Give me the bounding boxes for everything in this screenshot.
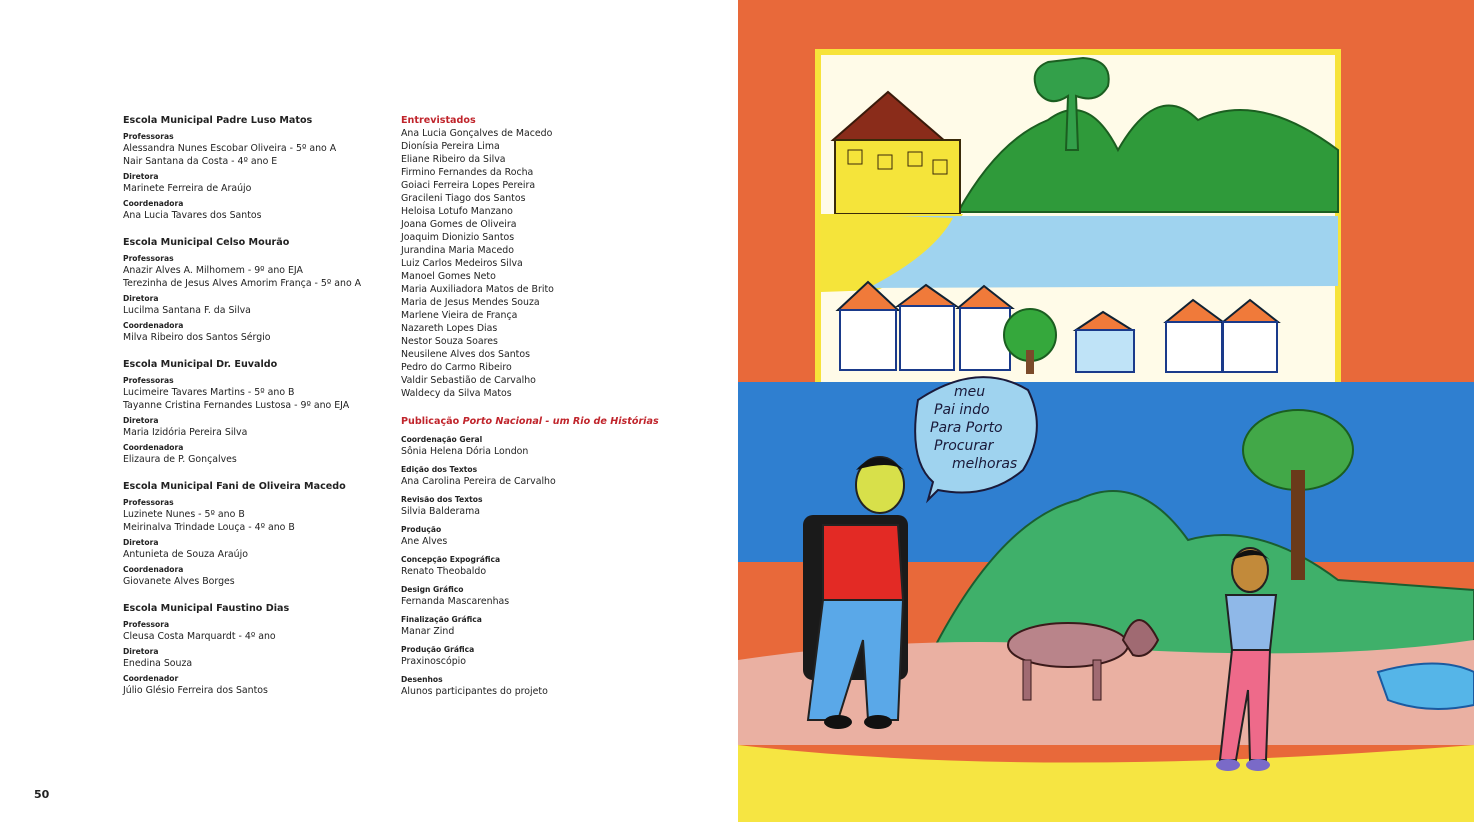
role-label: Professoras — [123, 498, 174, 507]
credit-entry — [401, 584, 701, 608]
credit-entry — [401, 554, 701, 578]
role-label: Diretora — [123, 294, 159, 303]
interviewee-name: Neusilene Alves dos Santos — [401, 349, 530, 360]
interviewee-name: Eliane Ribeiro da Silva — [401, 154, 506, 165]
person-name: Enedina Souza — [123, 658, 193, 669]
interviewee-name: Maria Auxiliadora Matos de Brito — [401, 284, 554, 295]
credit-entry — [401, 494, 701, 518]
credit-entry — [401, 614, 701, 638]
credit-name: Sônia Helena Dória London — [401, 446, 529, 457]
interviewees-heading: Entrevistados — [401, 115, 476, 126]
role-label: Diretora — [123, 538, 159, 547]
person-name: Luzinete Nunes - 5º ano B — [123, 509, 245, 520]
speech-line: Pai indo — [934, 402, 990, 418]
role-label: Diretora — [123, 172, 159, 181]
yellow-house — [835, 140, 960, 214]
person-name: Lucilma Santana F. da Silva — [123, 305, 251, 316]
interviewee-name: Nazareth Lopes Dias — [401, 323, 498, 334]
interviewee-name: Nestor Souza Soares — [401, 336, 498, 347]
person-name: Milva Ribeiro dos Santos Sérgio — [123, 332, 271, 343]
pond — [1378, 664, 1474, 710]
interviewee-name: Goiaci Ferreira Lopes Pereira — [401, 180, 536, 191]
school-name: Escola Municipal Faustino Dias — [123, 603, 290, 614]
credit-name: Alunos participantes do projeto — [401, 686, 548, 697]
person-name: Cleusa Costa Marquardt - 4º ano — [123, 631, 276, 642]
credit-name: Praxinoscópio — [401, 656, 466, 667]
school-section — [123, 236, 388, 344]
speech-line: Para Porto — [930, 420, 1003, 436]
interviewee-name: Gracileni Tiago dos Santos — [401, 193, 526, 204]
page-number: 50 — [34, 788, 50, 801]
credit-name: Silvia Balderama — [401, 506, 481, 517]
person-name: Lucimeire Tavares Martins - 5º ano B — [123, 387, 295, 398]
role-label: Professora — [123, 620, 170, 629]
interviewee-name: Joana Gomes de Oliveira — [401, 219, 517, 230]
credit-role: Coordenação Geral — [401, 435, 483, 444]
person-name: Tayanne Cristina Fernandes Lustosa - 9º ano EJA — [123, 400, 350, 411]
person-name: Júlio Glésio Ferreira dos Santos — [123, 685, 268, 696]
interviewee-name: Dionísia Pereira Lima — [401, 141, 500, 152]
role-label: Coordenadora — [123, 321, 184, 330]
school-section — [123, 480, 388, 588]
interviewee-name: Joaquim Dionizio Santos — [401, 232, 515, 243]
person-name: Marinete Ferreira de Araújo — [123, 183, 252, 194]
role-label: Professoras — [123, 132, 174, 141]
person-name: Meirinalva Trindade Louça - 4º ano B — [123, 522, 295, 533]
person-name: Nair Santana da Costa - 4º ano E — [123, 156, 278, 167]
role-label: Coordenadora — [123, 565, 184, 574]
speech-line: meu — [954, 384, 986, 400]
credit-entry — [401, 464, 701, 488]
school-section — [123, 358, 388, 466]
tree-trunk — [1291, 470, 1305, 580]
school-name: Escola Municipal Fani de Oliveira Macedo — [123, 481, 346, 492]
interviewees-list — [401, 127, 701, 400]
interviewee-name: Ana Lucia Gonçalves de Macedo — [401, 128, 553, 139]
role-label: Professoras — [123, 254, 174, 263]
credit-entry — [401, 434, 701, 458]
person-name: Antunieta de Souza Araújo — [123, 549, 248, 560]
interviewee-name: Manoel Gomes Neto — [401, 271, 496, 282]
credit-role: Concepção Expográfica — [401, 555, 501, 564]
credit-entry — [401, 524, 701, 548]
credit-role: Revisão dos Textos — [401, 495, 483, 504]
credit-role: Finalização Gráfica — [401, 615, 482, 624]
role-label: Coordenadora — [123, 199, 184, 208]
credits-column — [401, 114, 701, 698]
schools-column — [123, 114, 388, 711]
school-section — [123, 602, 388, 697]
credit-name: Renato Theobaldo — [401, 566, 487, 577]
credit-role: Desenhos — [401, 675, 443, 684]
credit-name: Ana Carolina Pereira de Carvalho — [401, 476, 556, 487]
credit-entry — [401, 674, 701, 698]
credit-role: Design Gráfico — [401, 585, 464, 594]
speech-line: melhoras — [952, 456, 1018, 472]
drawing-svg — [738, 0, 1474, 822]
publication-heading-prefix: Publicação — [401, 416, 463, 427]
publication-title: Porto Nacional - um Rio de Histórias — [462, 416, 659, 427]
credit-role: Edição dos Textos — [401, 465, 478, 474]
person-name: Terezinha de Jesus Alves Amorim França - 5º ano A — [123, 278, 362, 289]
interviewee-name: Waldecy da Silva Matos — [401, 388, 512, 399]
credit-name: Fernanda Mascarenhas — [401, 596, 510, 607]
interviewee-name: Valdir Sebastião de Carvalho — [401, 375, 536, 386]
person-name: Ana Lucia Tavares dos Santos — [123, 210, 262, 221]
person-name: Anazir Alves A. Milhomem - 9º ano EJA — [123, 265, 303, 276]
speech-line: Procurar — [934, 438, 994, 454]
role-label: Professoras — [123, 376, 174, 385]
interviewee-name: Pedro do Carmo Ribeiro — [401, 362, 512, 373]
role-label: Coordenadora — [123, 443, 184, 452]
interviewee-name: Marlene Vieira de França — [401, 310, 518, 321]
interviewee-name: Firmino Fernandes da Rocha — [401, 167, 534, 178]
credit-role: Produção — [401, 525, 442, 534]
school-section — [123, 114, 388, 222]
interviewee-name: Jurandina Maria Macedo — [401, 245, 514, 256]
credit-entry — [401, 644, 701, 668]
interviewee-name: Maria de Jesus Mendes Souza — [401, 297, 540, 308]
publication-heading — [401, 415, 701, 428]
credit-name: Ane Alves — [401, 536, 448, 547]
person-name: Giovanete Alves Borges — [123, 576, 235, 587]
interviewee-name: Luiz Carlos Medeiros Silva — [401, 258, 523, 269]
role-label: Coordenador — [123, 674, 179, 683]
credit-name: Manar Zind — [401, 626, 455, 637]
credit-role: Produção Gráfica — [401, 645, 475, 654]
interviewee-name: Heloisa Lotufo Manzano — [401, 206, 513, 217]
school-name: Escola Municipal Dr. Euvaldo — [123, 359, 278, 370]
person-name: Elizaura de P. Gonçalves — [123, 454, 237, 465]
role-label: Diretora — [123, 416, 159, 425]
school-name: Escola Municipal Padre Luso Matos — [123, 115, 313, 126]
school-name: Escola Municipal Celso Mourão — [123, 237, 290, 248]
person-name: Alessandra Nunes Escobar Oliveira - 5º ano A — [123, 143, 337, 154]
role-label: Diretora — [123, 647, 159, 656]
drawing-illustration — [738, 0, 1474, 822]
person-name: Maria Izidória Pereira Silva — [123, 427, 248, 438]
